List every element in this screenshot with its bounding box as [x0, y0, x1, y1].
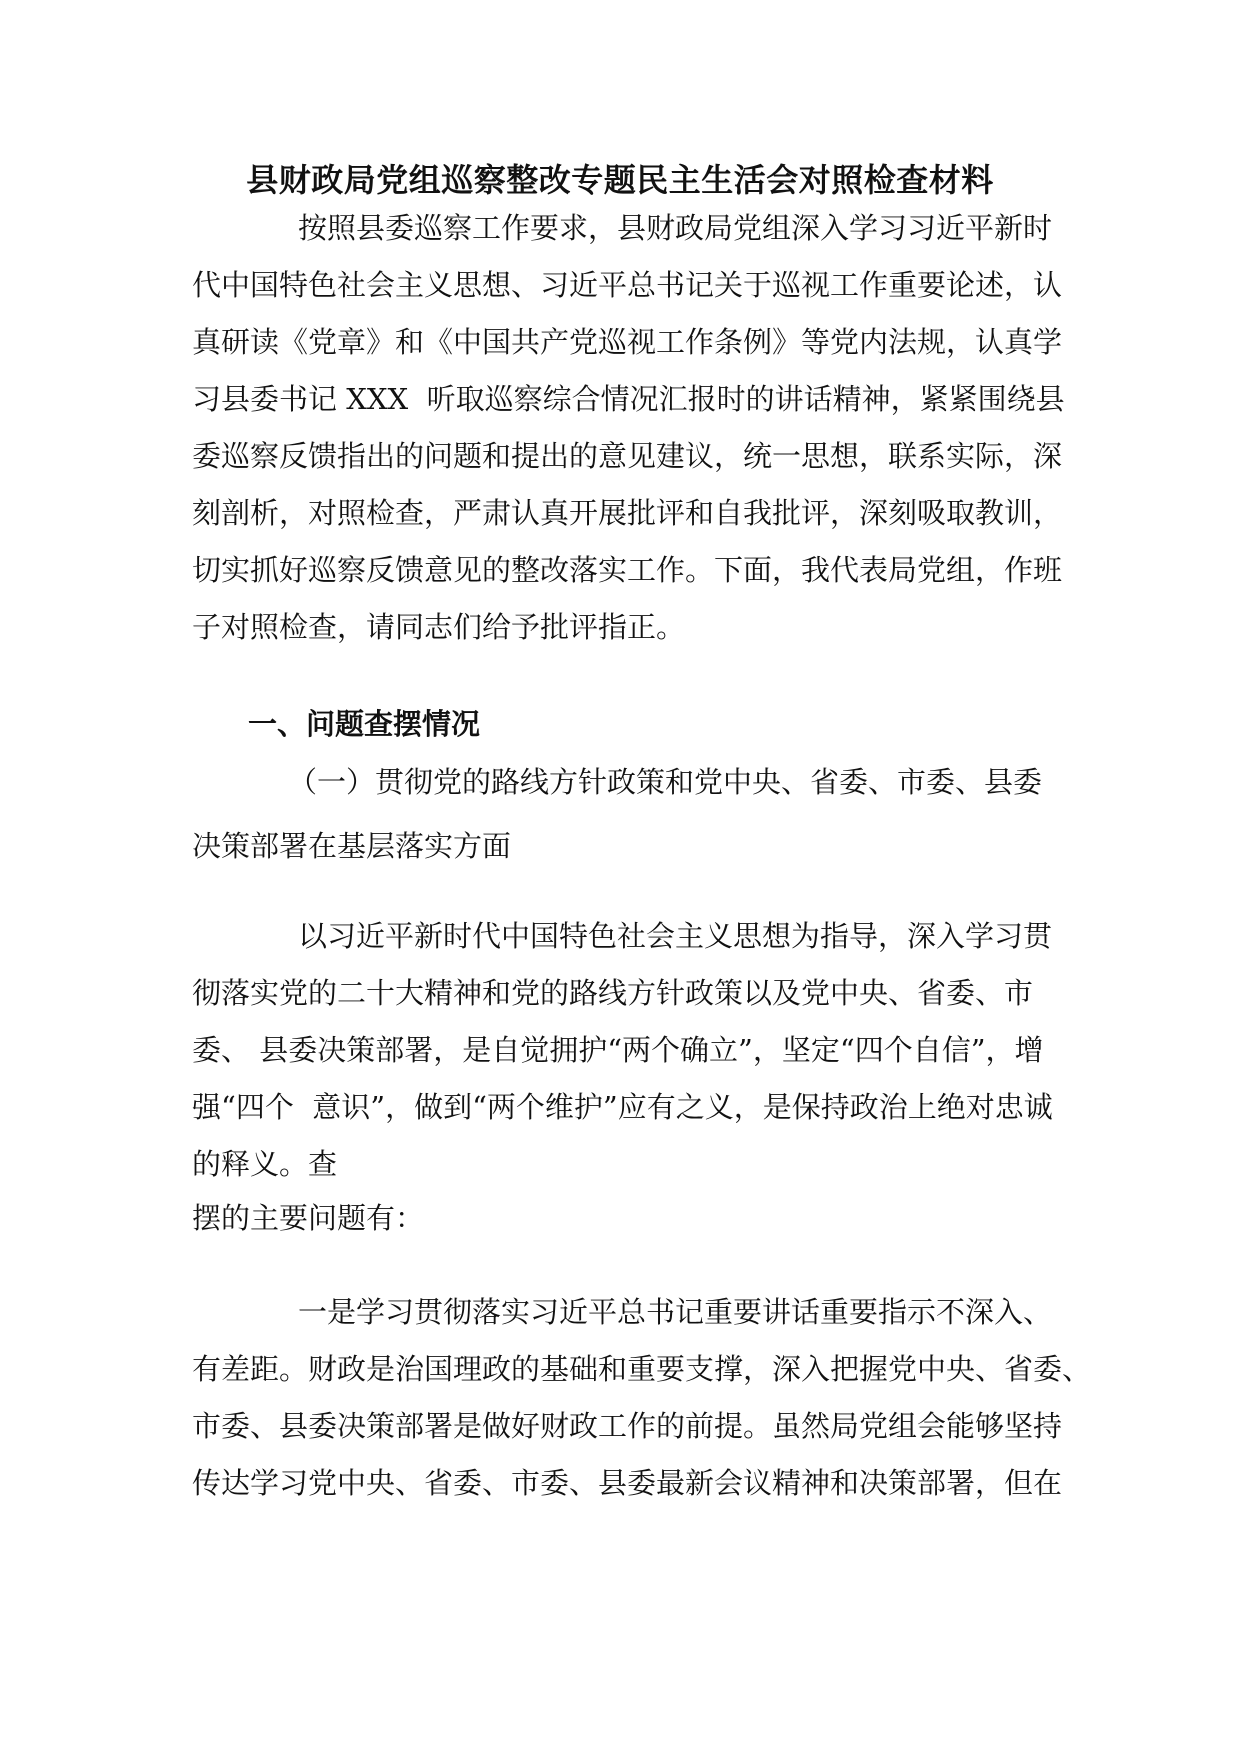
intro-line-1: 按照县委巡察工作要求，县财政局党组深入学习习近平新时 — [298, 211, 1053, 245]
intro-line-6: 刻剖析，对照检查，严肃认真开展批评和自我批评，深刻吸取教训， — [192, 496, 1063, 530]
section-heading: 一、问题查摆情况 — [248, 707, 481, 741]
para3-line-4: 传达学习党中央、省委、市委、县委最新会议精神和决策部署，但在 — [192, 1466, 1063, 1500]
para2-line-2: 彻落实党的二十大精神和党的路线方针政策以及党中央、省委、市 — [192, 976, 1034, 1010]
para2-line-3: 委、 县委决策部署，是自觉拥护“两个确立”，坚定“四个自信”，增 — [192, 1033, 1044, 1067]
para2-line-6: 摆的主要问题有： — [192, 1201, 425, 1235]
para3-line-3: 市委、县委决策部署是做好财政工作的前提。虽然局党组会能够坚持 — [192, 1409, 1063, 1443]
intro-line-5: 委巡察反馈指出的问题和提出的意见建议，统一思想，联系实际，深 — [192, 439, 1063, 473]
para2-line-5: 的释义。查 — [192, 1147, 338, 1181]
subsection-line-2: 决策部署在基层落实方面 — [192, 829, 512, 863]
intro-line-4: 习县委书记 XXX 听取巡察综合情况汇报时的讲话精神，紧紧围绕县 — [192, 382, 1065, 416]
para2-line-1: 以习近平新时代中国特色社会主义思想为指导，深入学习贯 — [298, 919, 1053, 953]
intro-line-7: 切实抓好巡察反馈意见的整改落实工作。下面，我代表局党组，作班 — [192, 553, 1063, 587]
intro-line-8: 子对照检查，请同志们给予批评指正。 — [192, 610, 686, 644]
intro-line-2: 代中国特色社会主义思想、习近平总书记关于巡视工作重要论述，认 — [192, 268, 1063, 302]
para3-line-1: 一是学习贯彻落实习近平总书记重要讲话重要指示不深入、 — [298, 1295, 1053, 1329]
document-title: 县财政局党组巡察整改专题民主生活会对照检查材料 — [246, 161, 994, 199]
para3-line-2: 有差距。财政是治国理政的基础和重要支撑，深入把握党中央、省委、 — [192, 1352, 1092, 1386]
intro-line-3: 真研读《党章》和《中国共产党巡视工作条例》等党内法规，认真学 — [192, 325, 1063, 359]
subsection-line-1: （一）贯彻党的路线方针政策和党中央、省委、市委、县委 — [288, 765, 1043, 799]
para2-line-4: 强“四个 意识”，做到“两个维护”应有之义，是保持政治上绝对忠诚 — [192, 1090, 1053, 1124]
